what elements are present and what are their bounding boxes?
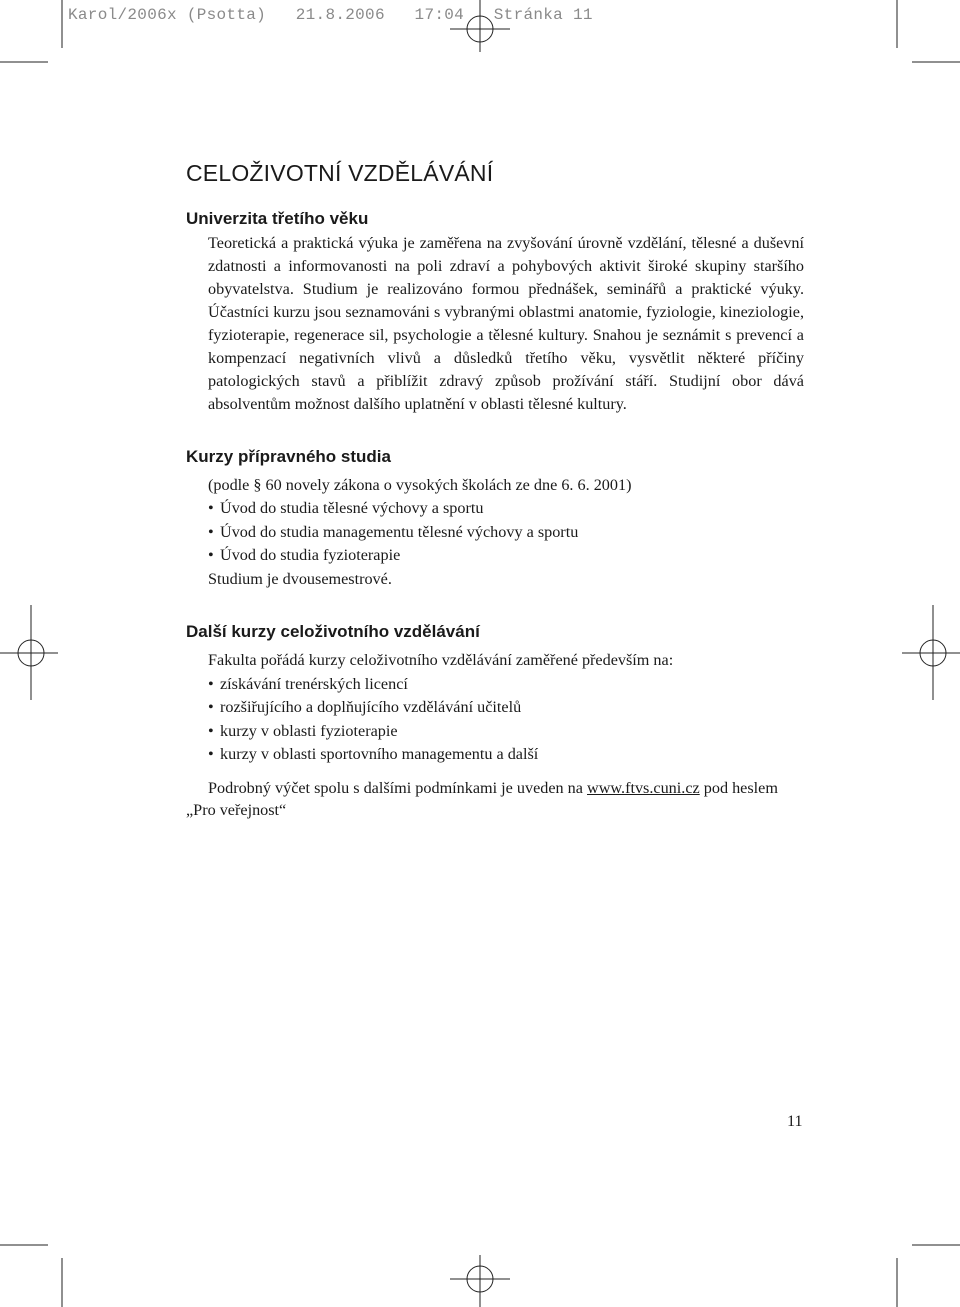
list-item: • Úvod do studia fyzioterapie: [208, 544, 804, 568]
section-heading: Univerzita třetího věku: [186, 208, 369, 228]
list-item: • získávání trenérských licencí: [208, 673, 804, 697]
section-third-age-university: [186, 208, 804, 416]
page-title: CELOŽIVOTNÍ VZDĚLÁVÁNÍ: [186, 160, 494, 186]
section-heading: Další kurzy celoživotního vzdělávání: [186, 622, 480, 642]
legal-note: (podle § 60 novely zákona o vysokých školách ze dne 6. 6. 2001): [208, 475, 632, 494]
paragraph-text: Teoretická a praktická výuka je zaměřena na zvyšování úrovně vzdělání, tělesné a duševní zdatnosti a informovanosti na poli zdraví a pohybových aktivit široké skupiny staršího obyvatelstva. Studium je realizováno formou přednášek, seminářů a praktické výuky. Účastníci kurzu jsou seznamováni s vybranými oblastmi anatomie, fyziologie, kineziologie, fyzioterapie, regenerace sil, psychologie a tělesné kultury. Snahou je seznámit s prevencí a kompenzací negativních vlivů a důsledků třetího věku, vysvětlit některé příčiny patologických stavů a přiblížit zdravý způsob prožívání stáří. Studijní obor dává absolventům možnost dalšího uplatnění v oblasti tělesné kultury.: [208, 233, 804, 413]
detail-paragraph: [186, 777, 804, 821]
course-list: [186, 673, 804, 767]
list-item: • Úvod do studia managementu tělesné výchovy a sportu: [208, 521, 804, 545]
print-slug: Karol/2006x (Psotta) 21.8.2006 17:04 Stránka 11: [68, 6, 593, 24]
list-item: • rozšiřujícího a doplňujícího vzdělávání učitelů: [208, 696, 804, 720]
section-paragraph: [186, 232, 804, 416]
detail-text: Podrobný výčet spolu s dalšími podmínkami je uveden na: [208, 778, 583, 797]
section-heading: Kurzy přípravného studia: [186, 446, 391, 466]
study-duration: Studium je dvousemestrové.: [208, 569, 392, 588]
page-content: [186, 160, 804, 851]
list-item: • kurzy v oblasti fyzioterapie: [208, 720, 804, 744]
courses-intro: Fakulta pořádá kurzy celoživotního vzdělávání zaměřené především na:: [208, 651, 674, 670]
list-item: • Úvod do studia tělesné výchovy a sportu: [208, 497, 804, 521]
section-preparatory-courses: [186, 446, 804, 592]
page-number: 11: [787, 1112, 803, 1130]
list-item: • kurzy v oblasti sportovního managementu a další: [208, 743, 804, 767]
detail-text-end: pod heslem „Pro veřejnost“: [186, 778, 778, 819]
section-other-courses: [186, 621, 804, 821]
course-list: [186, 497, 804, 568]
faculty-website-link[interactable]: www.ftvs.cuni.cz: [587, 778, 700, 797]
